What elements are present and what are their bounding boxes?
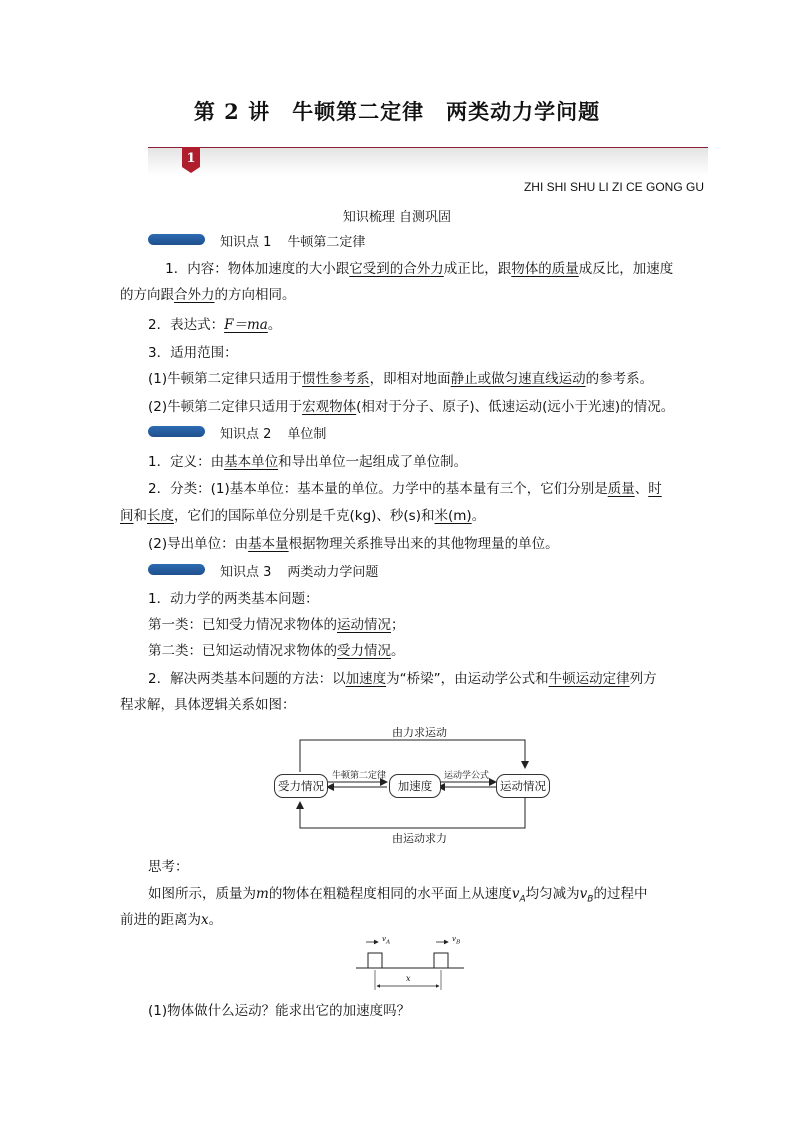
- answer-underline: 加速度: [345, 671, 387, 687]
- answer-underline: 静止或做匀速直线运动: [450, 371, 586, 387]
- text: 根据物理关系推导出来的其他物理量的单位。: [288, 536, 559, 552]
- answer-underline: 基本量: [248, 536, 289, 552]
- section-subheading: 知识梳理 自测巩固: [342, 210, 452, 225]
- block-start: [368, 953, 382, 968]
- section-band: [148, 148, 708, 176]
- text: 1．内容：物体加速度的大小跟: [165, 261, 350, 277]
- text: 、: [634, 481, 649, 497]
- section-band-line: [148, 147, 708, 148]
- text: v: [382, 935, 386, 943]
- answer-underline: 惯性参考系: [302, 371, 370, 387]
- var-x: x: [201, 912, 209, 928]
- kp1-p3: 3．适用范围：: [148, 345, 238, 361]
- block-end: [434, 953, 448, 968]
- text: 的过程中: [593, 886, 648, 902]
- kp2-p2-line1: [148, 478, 728, 500]
- text: 。: [471, 508, 486, 524]
- flow-right-arrow-label: 运动学公式: [444, 771, 490, 781]
- answer-underline: 时: [648, 481, 662, 497]
- think-q1: (1)物体做什么运动？能求出它的加速度吗？: [148, 1003, 411, 1019]
- text: 成反比，加速度: [578, 261, 674, 277]
- flow-box-acceleration: 加速度: [389, 774, 441, 798]
- text: ，它们的国际单位分别是千克(kg)、秒(s)和: [174, 508, 435, 524]
- text: 的方向跟: [120, 287, 174, 303]
- fig-label-vA: [382, 935, 390, 945]
- think-p1-line2: [120, 909, 680, 931]
- answer-underline: 质量: [607, 481, 635, 497]
- answer-underline: 间: [120, 508, 134, 524]
- text: 如图所示，质量为: [148, 886, 256, 902]
- answer-underline: 长度: [147, 508, 174, 524]
- text: A: [385, 939, 391, 946]
- text: v: [452, 935, 456, 943]
- kp1-p2: [148, 314, 708, 336]
- text: ，即相对地面: [369, 371, 451, 387]
- kp2-p2-line2: [120, 505, 680, 527]
- kp3-pill-icon: [148, 564, 205, 575]
- kp3-p4-line2: 程求解，具体逻辑关系如图：: [120, 697, 296, 713]
- answer-underline: 合外力: [174, 287, 215, 303]
- text: 第一类：已知受力情况求物体的: [148, 617, 337, 633]
- text: ；: [391, 617, 405, 633]
- kp3-p3: [148, 640, 708, 662]
- kp1-p1-line2: [120, 284, 680, 306]
- text: 和: [133, 508, 147, 524]
- text: 2．解决两类基本问题的方法：以: [148, 671, 346, 687]
- answer-underline: 牛顿运动定律: [548, 671, 630, 687]
- kp2-name: 单位制: [287, 427, 327, 442]
- think-p1-line1: [148, 883, 728, 911]
- kp2-heading: [220, 423, 326, 442]
- text: 。: [391, 643, 405, 659]
- text: 2．表达式：: [148, 317, 225, 333]
- fig-label-vB: [452, 935, 460, 945]
- kp1-label: 知识点 1: [220, 235, 272, 250]
- think-label: 思考：: [148, 859, 189, 875]
- answer-underline: 它受到的合外力: [349, 261, 444, 277]
- text: 前进的距离为: [120, 912, 201, 928]
- kp1-heading: [220, 231, 365, 250]
- kp3-label: 知识点 3: [220, 565, 272, 580]
- page-title: [0, 96, 794, 126]
- flow-bottom-label: 由运动求力: [392, 832, 447, 845]
- kp3-heading: [220, 561, 378, 580]
- kp3-p4-line1: [148, 668, 728, 690]
- answer-underline: 物体的质量: [511, 261, 579, 277]
- section-pinyin: ZHI SHI SHU LI ZI CE GONG GU: [523, 180, 704, 194]
- text: 的物体在粗糙程度相同的水平面上从速度: [268, 886, 512, 902]
- text: B: [455, 939, 461, 946]
- answer-underline: 宏观物体: [302, 399, 357, 415]
- flow-box-motion: 运动情况: [496, 774, 550, 798]
- kp3-p1: 1．动力学的两类基本问题：: [148, 591, 319, 607]
- var-vB: v: [579, 886, 588, 902]
- lecture-topic-1: 牛顿第二定律: [292, 99, 425, 124]
- text: (2)牛顿第二定律只适用于: [148, 399, 303, 415]
- flow-left-arrow-label: 牛顿第二定律: [332, 771, 387, 781]
- var-vA: v: [511, 886, 520, 902]
- section-badge: [182, 147, 200, 173]
- answer-underline: 受力情况: [337, 643, 391, 659]
- kp2-label: 知识点 2: [220, 427, 272, 442]
- flow-box-force: 受力情况: [274, 774, 328, 798]
- answer-underline: 基本单位: [224, 454, 279, 470]
- text: 。: [208, 912, 223, 928]
- text: 成正比，跟: [443, 261, 512, 277]
- section-badge-number: 1: [186, 151, 196, 166]
- text: (2)导出单位：由: [148, 536, 249, 552]
- fig-label-x: x: [406, 974, 411, 983]
- kp2-pill-icon: [148, 426, 205, 437]
- kp1-p1-line1: [148, 258, 708, 280]
- kp1-name: 牛顿第二定律: [287, 235, 366, 250]
- lecture-topic-2: 两类动力学问题: [446, 99, 601, 124]
- text: (相对于分子、原子)、低速运动(远小于光速)的情况。: [356, 399, 675, 415]
- kp1-p5: [148, 396, 728, 418]
- text: 列方: [629, 671, 657, 687]
- answer-underline: 运动情况: [337, 617, 391, 633]
- kp2-p1: [148, 451, 708, 473]
- text: 为“桥梁”，由运动学公式和: [386, 671, 549, 687]
- lecture-number: 第 2 讲: [193, 99, 271, 124]
- var-vB-sub: B: [587, 894, 594, 905]
- var-vA-sub: A: [519, 894, 526, 905]
- text: 和导出单位一起组成了单位制。: [278, 454, 468, 470]
- kp1-p4: [148, 368, 728, 390]
- text: (1)牛顿第二定律只适用于: [148, 371, 303, 387]
- text: 。: [267, 317, 282, 333]
- bottom-loop-arrow: [300, 798, 525, 828]
- text: 均匀减为: [525, 886, 580, 902]
- var-m: m: [256, 886, 269, 902]
- formula: F＝ma: [224, 317, 268, 333]
- kp3-name: 两类动力学问题: [287, 565, 379, 580]
- text: 的参考系。: [585, 371, 654, 387]
- text: 2．分类：(1)基本单位：基本量的单位。力学中的基本量有三个，它们分别是: [148, 481, 608, 497]
- motion-figure: [352, 934, 468, 994]
- answer-underline: 米(m): [434, 508, 472, 524]
- kp3-p2: [148, 614, 708, 636]
- text: 的方向相同。: [214, 287, 296, 303]
- kp1-pill-icon: [148, 234, 205, 245]
- kp2-p3: [148, 533, 708, 555]
- text: 1．定义：由: [148, 454, 225, 470]
- text: 第二类：已知运动情况求物体的: [148, 643, 337, 659]
- flow-top-label: 由力求运动: [392, 726, 447, 739]
